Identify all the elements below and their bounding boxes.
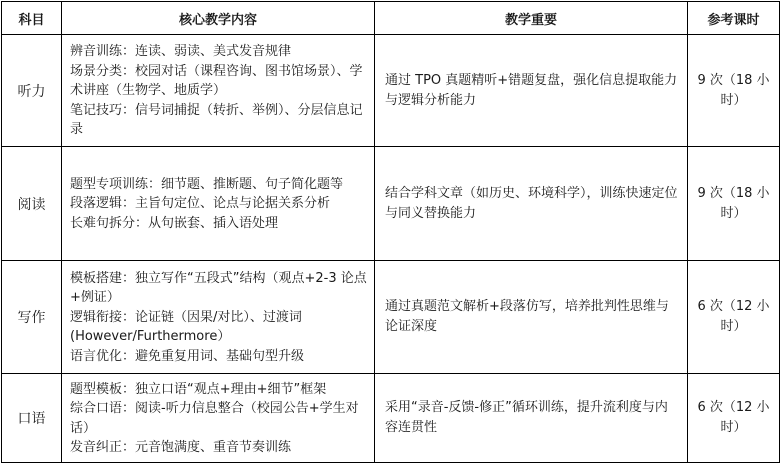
content-cell	[62, 261, 375, 374]
subject-cell: 口语	[2, 374, 62, 463]
header-content: 核心教学内容	[62, 2, 375, 35]
content-line: 发音纠正：元音饱满度、重音节奏训练	[70, 440, 292, 455]
subject-cell: 听力	[2, 35, 62, 147]
curriculum-table	[1, 1, 780, 463]
content-cell	[62, 147, 375, 261]
hours-cell: 6 次（12 小时）	[688, 261, 780, 374]
subject-cell: 写作	[2, 261, 62, 374]
content-line: 逻辑衔接：论证链（因果/对比）、过渡词(However/Furthermore）	[70, 309, 302, 345]
content-line: 辨音训练：连读、弱读、美式发音规律	[70, 44, 292, 60]
header-row	[2, 2, 780, 35]
header-hours: 参考课时	[688, 2, 780, 35]
table-row	[2, 35, 780, 147]
content-cell	[62, 35, 375, 147]
focus-cell: 结合学科文章（如历史、环境科学），训练快速定位与同义替换能力	[375, 147, 688, 261]
hours-cell: 6 次（12 小时）	[688, 374, 780, 463]
table-row	[2, 147, 780, 261]
content-line: 场景分类：校园对话（课程咨询、图书馆场景）、学术讲座（生物学、地质学）	[70, 63, 363, 99]
table-row	[2, 374, 780, 463]
focus-cell: 通过真题范文解析+段落仿写，培养批判性思维与论证深度	[375, 261, 688, 374]
focus-cell: 采用“录音-反馈-修正”循环训练，提升流利度与内容连贯性	[375, 374, 688, 463]
content-line: 综合口语：阅读-听力信息整合（校园公告+学生对话）	[70, 401, 359, 436]
content-cell	[62, 374, 375, 463]
content-line: 题型模板：独立口语“观点+理由+细节”框架	[70, 381, 327, 397]
content-line: 段落逻辑：主旨句定位、论点与论据关系分析	[70, 196, 331, 212]
hours-cell: 9 次（18 小时）	[688, 35, 780, 147]
content-line: 长难句拆分：从句嵌套、插入语处理	[70, 215, 279, 231]
subject-cell: 阅读	[2, 147, 62, 261]
content-line: 语言优化：避免重复用词、基础句型升级	[70, 348, 305, 364]
focus-cell: 通过 TPO 真题精听+错题复盘，强化信息提取能力与逻辑分析能力	[375, 35, 688, 147]
header-focus: 教学重要	[375, 2, 688, 35]
table-row	[2, 261, 780, 374]
hours-cell: 9 次（18 小时）	[688, 147, 780, 261]
content-line: 题型专项训练：细节题、推断题、句子简化题等	[70, 176, 344, 192]
content-line: 模板搭建：独立写作“五段式”结构（观点+2-3 论点+例证）	[70, 270, 367, 306]
content-line: 笔记技巧：信号词捕捉（转折、举例）、分层信息记录	[70, 102, 363, 138]
header-subject: 科目	[2, 2, 62, 35]
